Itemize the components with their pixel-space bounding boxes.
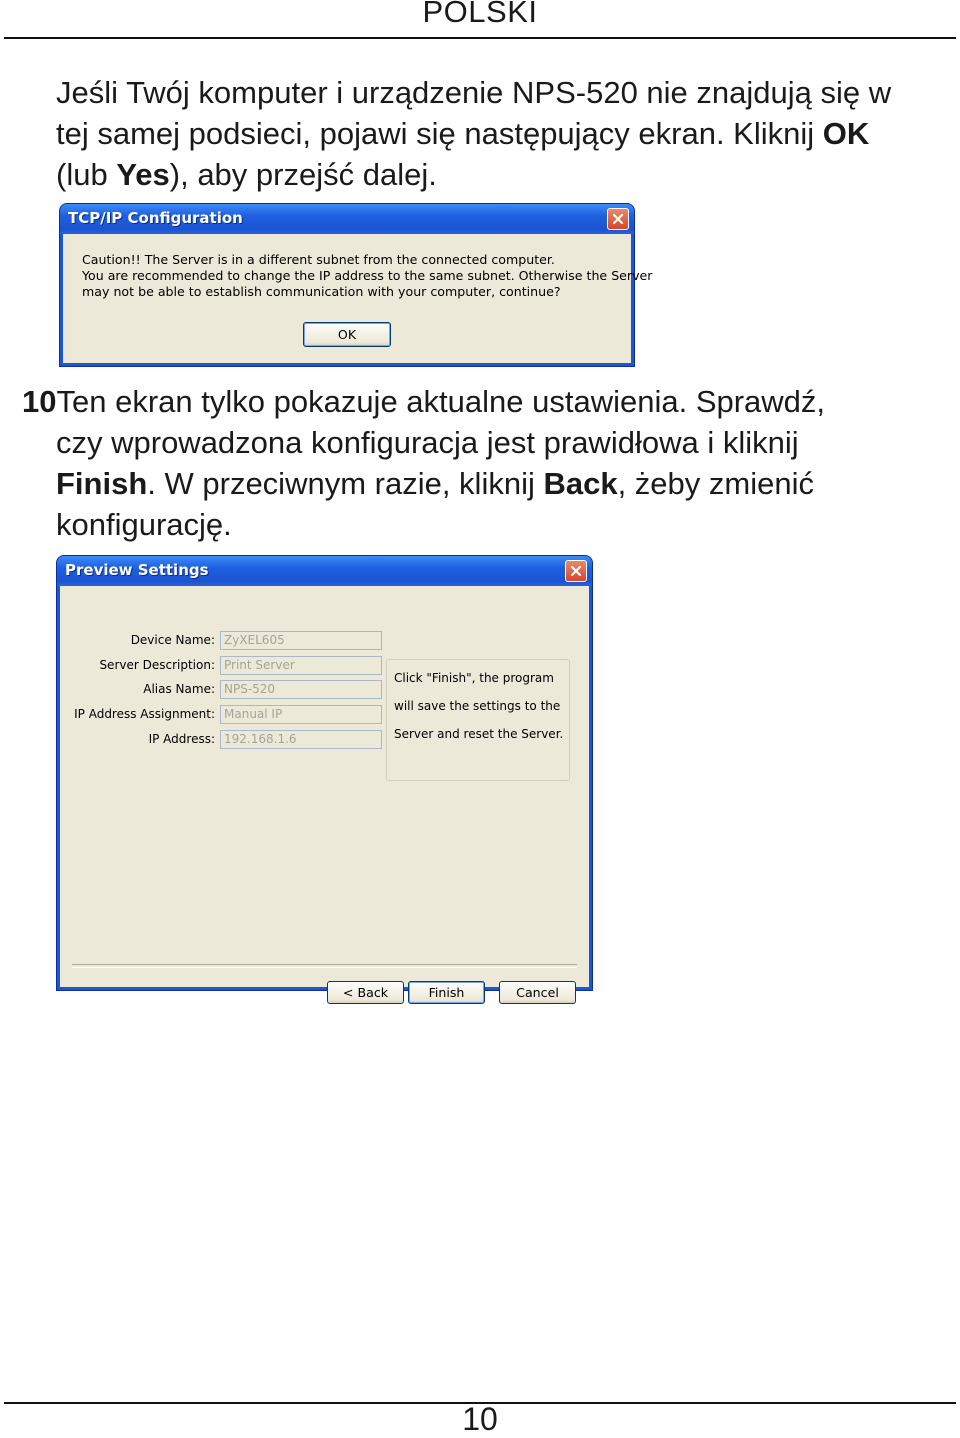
info-line: will save the settings to the [394, 699, 561, 713]
alias-name-label: Alias Name: [143, 682, 215, 696]
para1-line3-pre: (lub [56, 157, 117, 192]
tcpip-configuration-dialog [60, 204, 653, 366]
finish-button[interactable]: Finish [408, 981, 485, 1004]
info-line: Server and reset the Server. [394, 727, 564, 741]
ip-assignment-field: Manual IP [220, 705, 382, 724]
paragraph-subnet-warning [56, 72, 946, 195]
server-description-label: Server Description: [99, 658, 215, 672]
button-separator [72, 964, 577, 968]
ip-address-field: 192.168.1.6 [220, 730, 382, 749]
dialog-titlebar [57, 556, 592, 586]
dialog-title: Preview Settings [65, 561, 209, 579]
close-icon[interactable] [607, 208, 629, 230]
info-line: Click "Finish", the program [394, 671, 554, 685]
back-bold: Back [543, 466, 618, 501]
para2-line2: czy wprowadzona konfiguracja jest prawidłowa i kliknij [56, 425, 799, 460]
dialog-titlebar [60, 204, 634, 234]
close-icon[interactable] [565, 560, 587, 582]
finish-bold: Finish [56, 466, 148, 501]
para2-line3-mid: . W przeciwnym razie, kliknij [147, 466, 544, 501]
header-rule [4, 37, 956, 39]
message-line: You are recommended to change the IP address to the same subnet. Otherwise the Server [82, 268, 653, 283]
para2-line3 [22, 463, 942, 504]
paragraph-preview-step [22, 381, 942, 545]
para1-line3-post: ), aby przejść dalej. [169, 157, 437, 192]
ip-assignment-label: IP Address Assignment: [74, 707, 215, 721]
dialog-body [63, 234, 653, 363]
server-description-field: Print Server [220, 656, 382, 675]
para1-line2: tej samej podsieci, pojawi się następujący ekran. Kliknij [56, 116, 823, 151]
device-name-field: ZyXEL605 [220, 631, 382, 650]
ip-address-label: IP Address: [148, 732, 215, 746]
para2-line4: konfigurację. [56, 507, 232, 542]
message-line: Caution!! The Server is in a different subnet from the connected computer. [82, 252, 555, 267]
message-line: may not be able to establish communication with your computer, continue? [82, 284, 561, 299]
page-header-title: POLSKI [422, 0, 538, 29]
dialog-title: TCP/IP Configuration [68, 209, 243, 227]
para1-line1: Jeśli Twój komputer i urządzenie NPS-520 nie znajdują się w [56, 75, 892, 110]
finish-info-box [386, 659, 570, 781]
step-number: 10 [22, 384, 57, 419]
para2-line1: Ten ekran tylko pokazuje aktualne ustawienia. Sprawdź, [56, 384, 826, 419]
device-name-label: Device Name: [130, 633, 215, 647]
page-number: 10 [462, 1401, 498, 1437]
back-button[interactable]: < Back [327, 981, 404, 1004]
para1-ok-bold: OK [822, 116, 870, 151]
para1-yes-bold: Yes [116, 157, 170, 192]
ok-button[interactable]: OK [303, 322, 391, 347]
dialog-body [60, 586, 589, 1000]
alias-name-field: NPS-520 [220, 680, 382, 699]
preview-settings-dialog [57, 556, 592, 1000]
dialog-message [82, 252, 653, 300]
para2-line3-post: , żeby zmienić [617, 466, 814, 501]
cancel-button[interactable]: Cancel [499, 981, 576, 1004]
